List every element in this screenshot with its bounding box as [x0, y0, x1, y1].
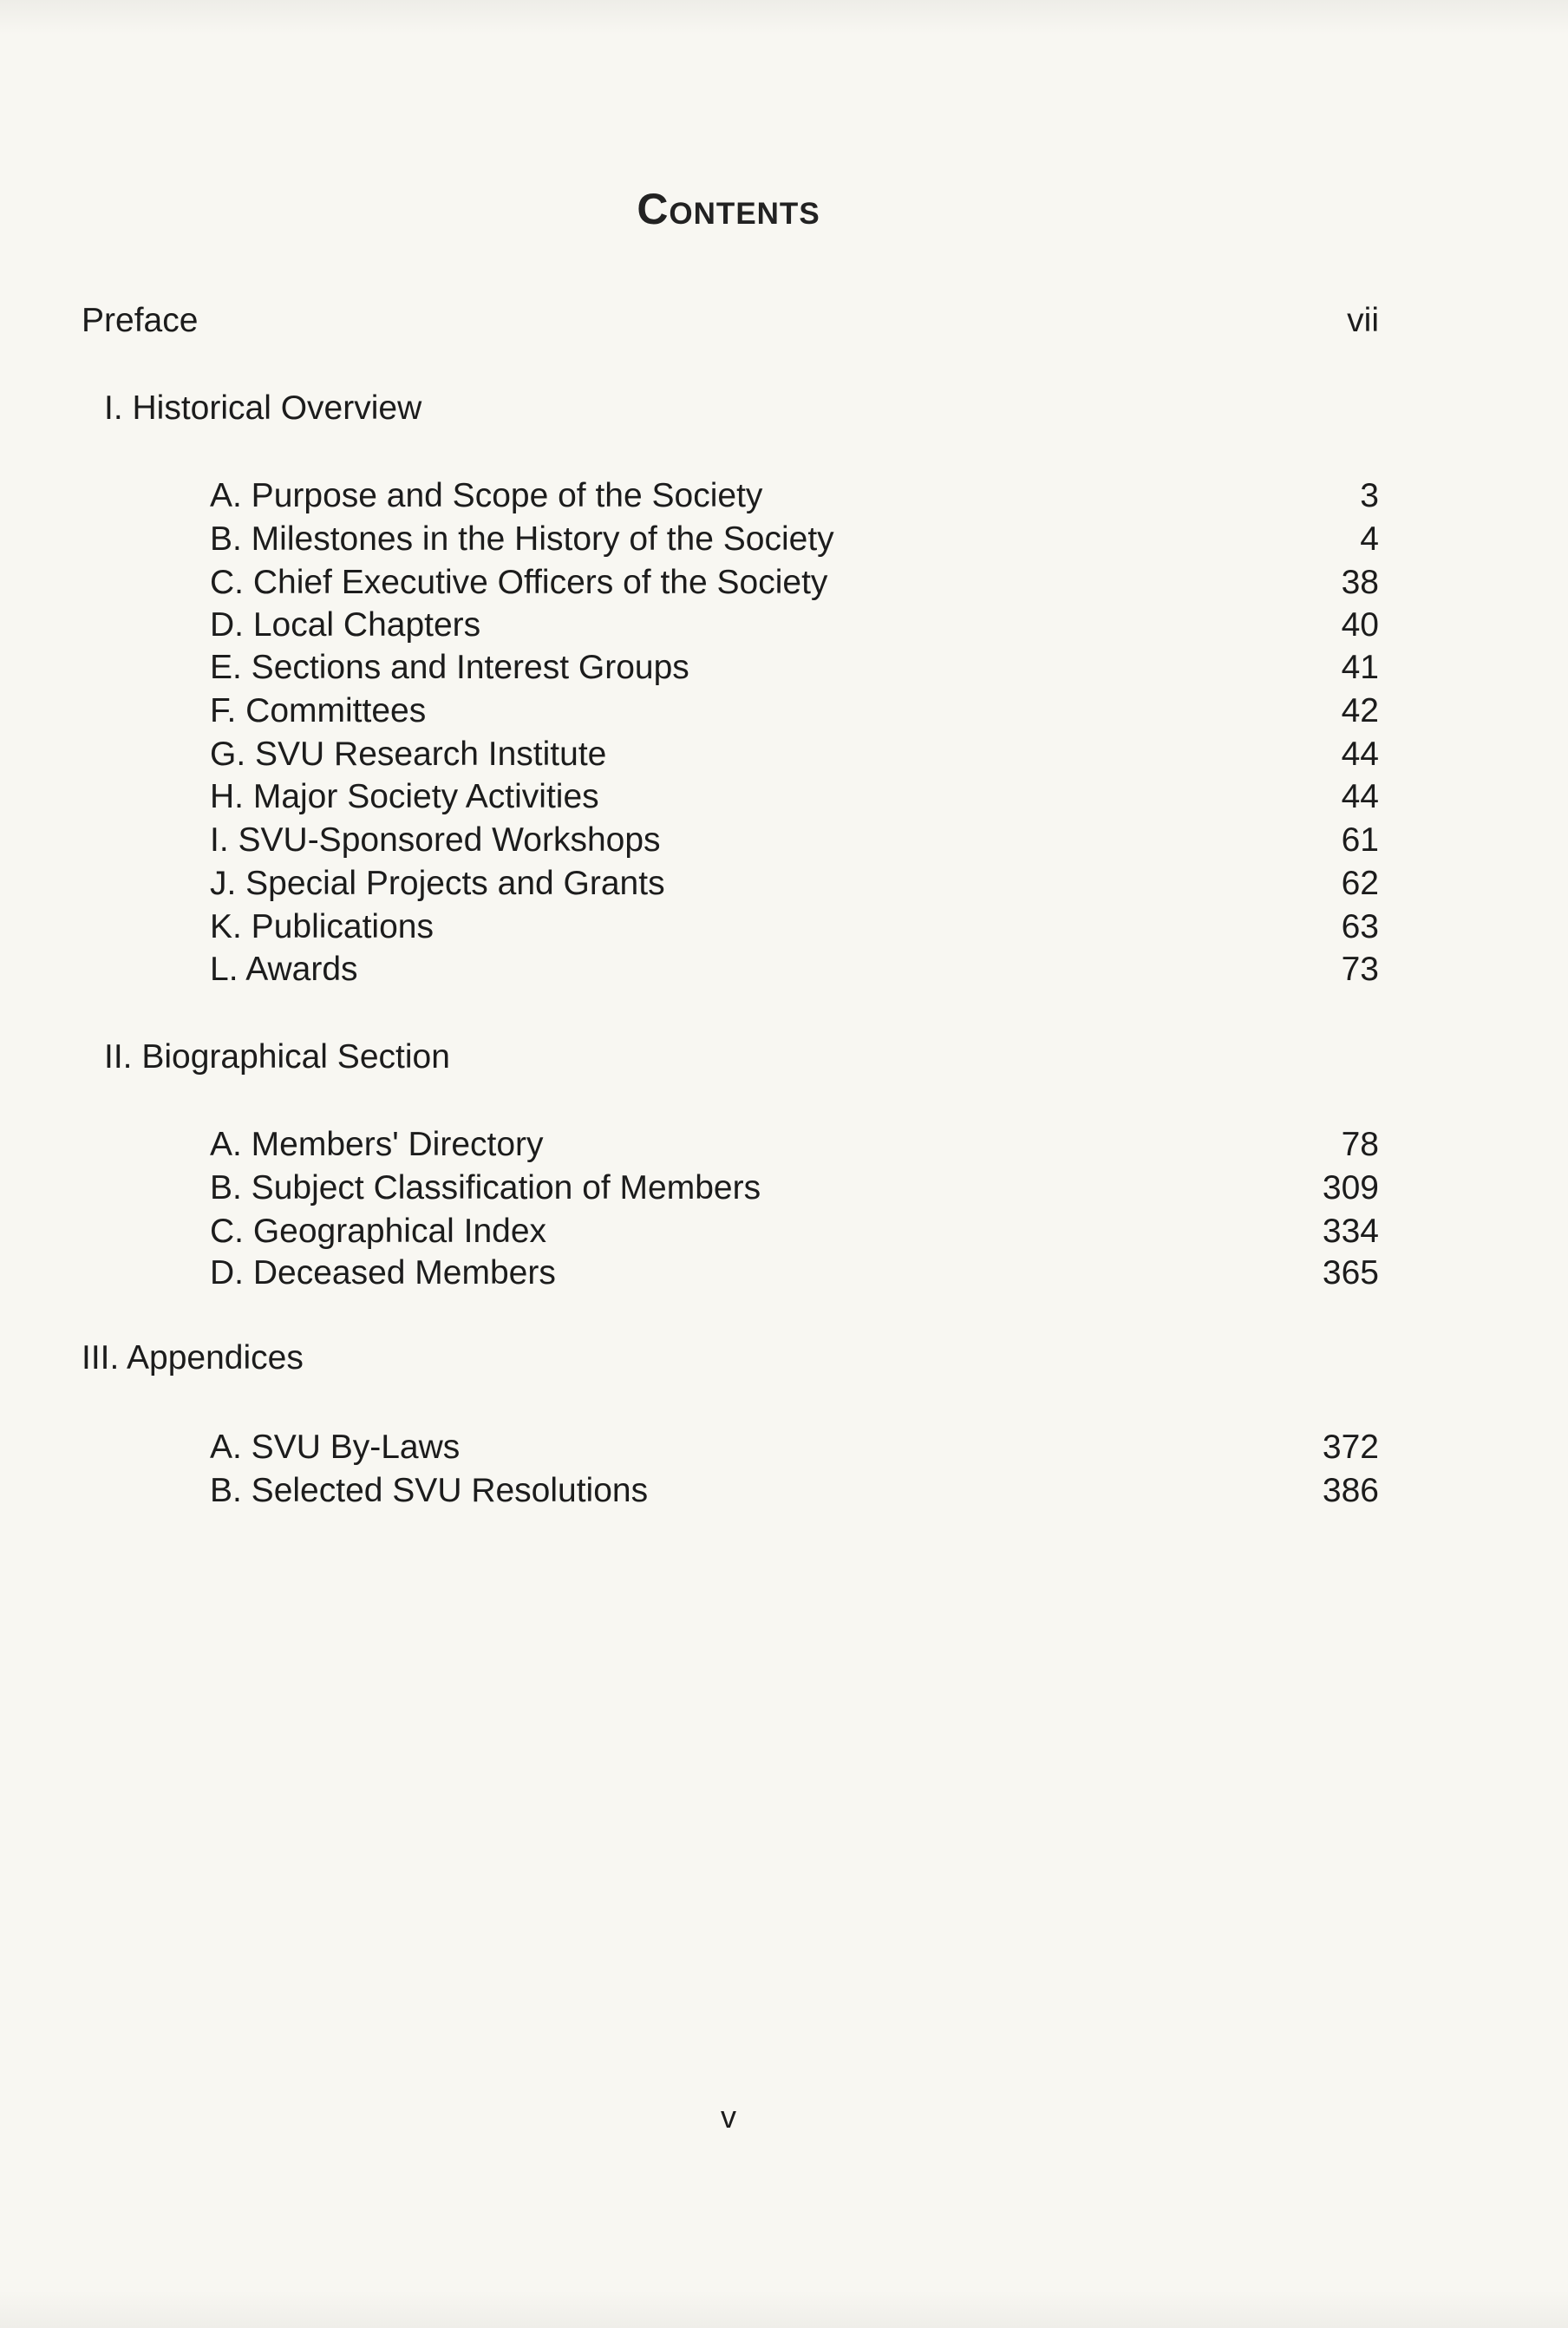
toc-entry-page: 63 [1341, 908, 1379, 945]
toc-entry-page: 4 [1360, 520, 1379, 558]
toc-entry-page: 386 [1322, 1472, 1379, 1509]
toc-entry-page: 3 [1360, 477, 1379, 514]
toc-entry-page: 365 [1322, 1254, 1379, 1292]
toc-entry-page: 62 [1341, 865, 1379, 902]
toc-entry-page: 78 [1341, 1126, 1379, 1163]
toc-entry-label: C. Geographical Index [210, 1213, 547, 1250]
toc-entry-label: I. SVU-Sponsored Workshops [210, 821, 661, 859]
toc-entry-label: F. Committees [210, 692, 427, 729]
toc-entry-label: D. Local Chapters [210, 606, 481, 644]
toc-entry-label: G. SVU Research Institute [210, 736, 607, 773]
toc-entry-label: Preface [82, 302, 199, 339]
toc-entry-page: 44 [1341, 778, 1379, 815]
toc-entry-page: 40 [1341, 606, 1379, 644]
toc-entry-page: 42 [1341, 692, 1379, 729]
toc-entry-page: 41 [1341, 649, 1379, 686]
toc-entry-page: 38 [1341, 564, 1379, 601]
toc-entry-label: B. Selected SVU Resolutions [210, 1472, 649, 1509]
page-title: Contents [637, 185, 820, 233]
toc-entry-page: 309 [1322, 1169, 1379, 1207]
toc-section-label: III. Appendices [82, 1339, 304, 1377]
toc-section-label: I. Historical Overview [104, 389, 422, 427]
toc-entry-label: L. Awards [210, 951, 358, 988]
toc-entry-label: H. Major Society Activities [210, 778, 599, 815]
toc-entry-label: B. Milestones in the History of the Society [210, 520, 834, 558]
toc-entry-label: A. SVU By-Laws [210, 1429, 461, 1466]
toc-entry-label: A. Members' Directory [210, 1126, 544, 1163]
toc-entry-label: J. Special Projects and Grants [210, 865, 665, 902]
toc-entry-page: 61 [1341, 821, 1379, 859]
toc-section-label: II. Biographical Section [104, 1038, 450, 1076]
toc-entry-page: vii [1347, 302, 1379, 339]
toc-entry-page: 44 [1341, 736, 1379, 773]
toc-entry-label: C. Chief Executive Officers of the Society [210, 564, 828, 601]
toc-entry-page: 73 [1341, 951, 1379, 988]
toc-entry-label: B. Subject Classification of Members [210, 1169, 761, 1207]
toc-entry-page: 334 [1322, 1213, 1379, 1250]
toc-entry-page: 372 [1322, 1429, 1379, 1466]
toc-entry-label: D. Deceased Members [210, 1254, 556, 1292]
toc-entry-label: K. Publications [210, 908, 434, 945]
page-number: v [721, 2099, 736, 2135]
toc-entry-label: A. Purpose and Scope of the Society [210, 477, 763, 514]
toc-entry-label: E. Sections and Interest Groups [210, 649, 689, 686]
